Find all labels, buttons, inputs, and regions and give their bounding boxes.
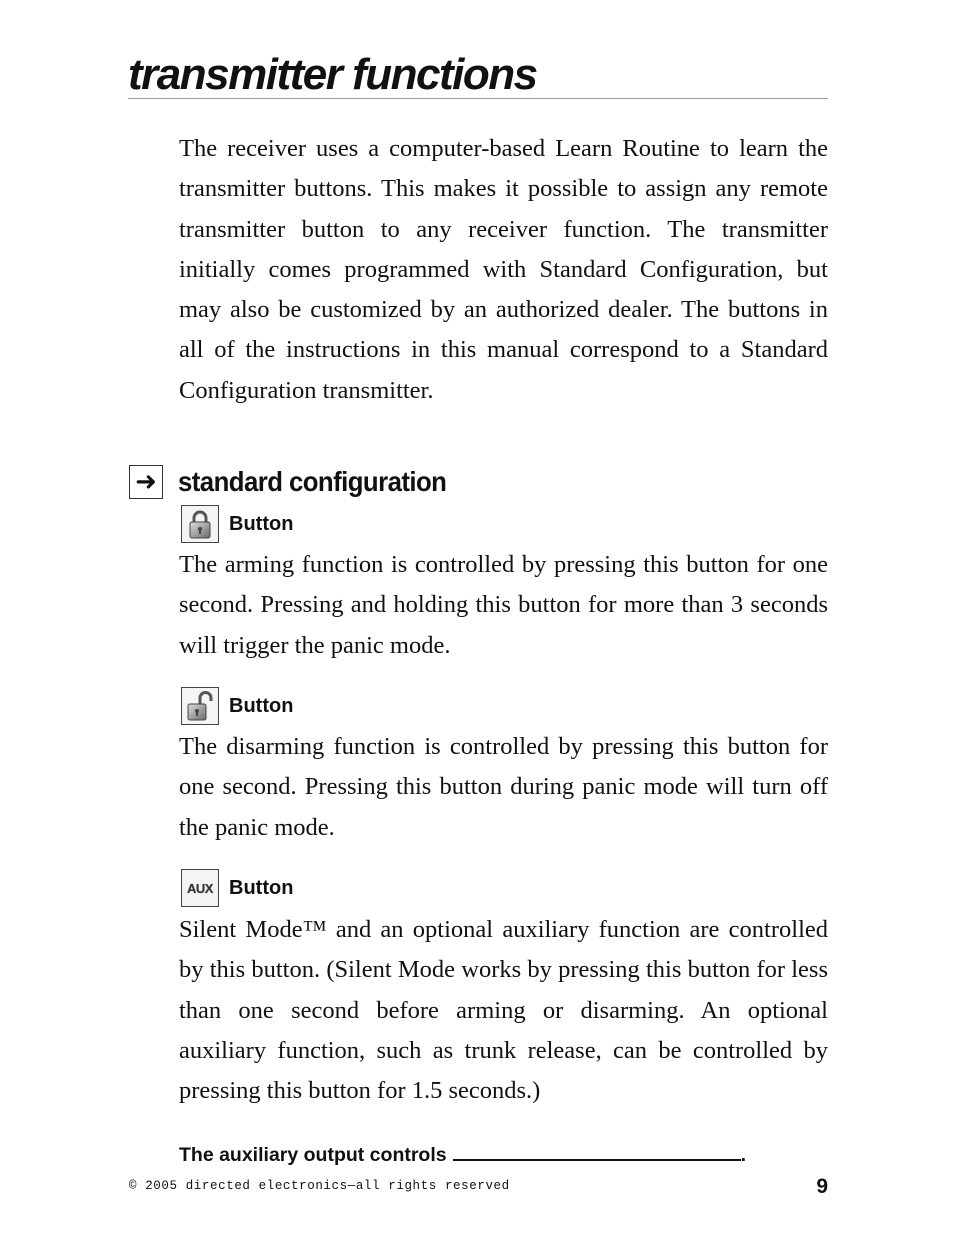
lock-button-description: The arming function is controlled by pressing this button for one second. Pressing and holding this button for more than 3 seconds will trigger the panic mode.: [179, 551, 828, 659]
footer-copyright: © 2005 directed electronics—all rights reserved: [129, 1179, 510, 1193]
intro-paragraph: The receiver uses a computer-based Learn Routine to learn the transmitter buttons. This makes it possible to assign any remote transmitter button to any receiver function. The transmitter initially comes programmed with Standard Configuration, but may also be customized by an authorized dealer. The buttons in all of the instructions in this manual correspond to a Standard Configuration transmitter.: [179, 135, 828, 404]
section-heading: [129, 464, 470, 500]
page-title-text: transmitter functions: [128, 50, 537, 99]
right-arrow-icon: ➜: [129, 465, 163, 499]
unlock-button-row: [181, 686, 293, 726]
unlock-button-description: The disarming function is controlled by pressing this button for one second. Pressing this button during panic mode will turn off the panic mode.: [179, 733, 828, 841]
lock-icon: [181, 505, 219, 543]
aux-icon-text: AUX: [187, 880, 213, 896]
page-title: [128, 52, 828, 99]
aux-icon: [181, 869, 219, 907]
fill-in-blank-line: [453, 1140, 741, 1161]
aux-button-row: [181, 868, 293, 908]
page-number: 9: [816, 1175, 828, 1198]
aux-output-fill-in: [179, 1140, 746, 1167]
fill-in-prefix: The auxiliary output controls: [179, 1144, 447, 1166]
section-heading-text: standard configuration: [178, 466, 447, 497]
fill-in-suffix: .: [740, 1144, 747, 1166]
aux-button-description: Silent Mode™ and an optional auxiliary function are controlled by this button. (Silent Mode works by pressing this button for less than one second before arming or disarming. An optional auxiliary function, such as trunk release, can be controlled by pressing this button for 1.5 seconds.): [179, 916, 828, 1105]
unlock-icon: [181, 687, 219, 725]
unlock-button-label: Button: [229, 694, 294, 717]
aux-button-label: Button: [229, 876, 294, 899]
lock-button-row: [181, 504, 293, 544]
lock-button-label: Button: [229, 512, 294, 535]
